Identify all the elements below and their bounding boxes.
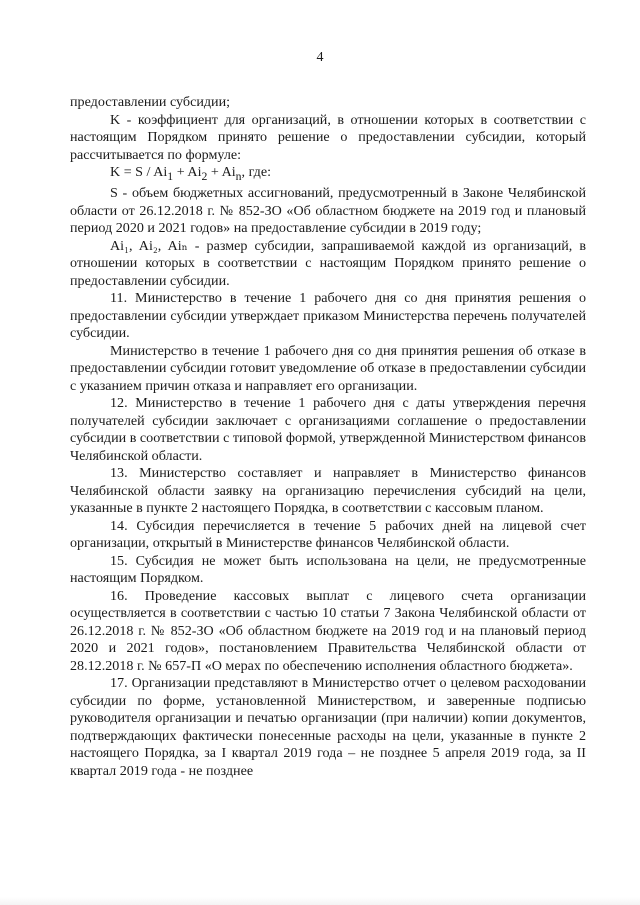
paragraph-k-coefficient: K - коэффициент для организаций, в отношении которых в соответствии с настоящим Порядком принято решение о предоставлении субсидии, который рассчитывается по формуле: (70, 111, 586, 163)
formula (70, 164, 586, 185)
page-bottom-edge (0, 897, 640, 905)
paragraph-clause-15: 15. Субсидия не может быть использована на цели, не предусмотренные настоящим Порядком. (70, 552, 586, 587)
paragraph-clause-16: 16. Проведение кассовых выплат с лицевого счета организации осуществляется в соответствии с частью 10 статьи 7 Закона Челябинской области от 26.12.2018 г. № 852-ЗО «Об областном бюджете на 2019 год и на плановый период 2020 и 2021 годов», постановлением Правительства Челябинской области от 28.12.2018 г. № 657-П «О мерах по обеспечению исполнения областного бюджета». (70, 587, 586, 674)
paragraph-clause-11: 11. Министерство в течение 1 рабочего дня со дня принятия решения о предоставлении субсидии утверждает приказом Министерства перечень получателей субсидии. (70, 290, 586, 342)
document-body (70, 94, 586, 780)
paragraph-clause-12: 12. Министерство в течение 1 рабочего дня с даты утверждения перечня получателей субсидии заключает с организациями соглашение о предоставлении субсидии в соответствии с типовой формой, утвержденной Министерством финансов Челябинской области. (70, 395, 586, 464)
formula-subscript: 1 (167, 169, 174, 183)
paragraph-s-definition: S - объем бюджетных ассигнований, предусмотренный в Законе Челябинской области от 26.12.2018 г. № 852-ЗО «Об областном бюджете на 2019 год и плановый период 2020 и 2021 годов» на предоставление субсидии в 2019 году; (70, 185, 586, 237)
formula-part: , где: (241, 164, 272, 180)
page-number: 4 (316, 50, 324, 65)
paragraph-clause-13: 13. Министерство составляет и направляет в Министерство финансов Челябинской области заявку на организацию перечисления субсидий на цели, указанные в пункте 2 настоящего Порядка, в соответствии с кассовым планом. (70, 465, 586, 517)
formula-part: K = S / Ai (110, 164, 168, 180)
paragraph-ai-definition: Ai₁, Ai₂, Aiₙ - размер субсидии, запрашиваемой каждой из организаций, в отношении которых в соответствии с настоящим Порядком принято решение о предоставлении субсидии. (70, 237, 586, 289)
paragraph-clause-17: 17. Организации представляют в Министерство отчет о целевом расходовании субсидии по форме, установленной Министерством, и заверенные подписью руководителя организации и печатью организации (при наличии) копии документов, подтверждающих фактически понесенные расходы на цели, указанные в пункте 2 настоящего Порядка, за I квартал 2019 года – не позднее 5 апреля 2019 года, за II квартал 2019 года - не позднее (70, 675, 586, 779)
formula-part: + Ai (207, 164, 236, 180)
formula-subscript: 2 (201, 169, 208, 183)
paragraph-clause-11-refusal: Министерство в течение 1 рабочего дня со дня принятия решения об отказе в предоставлении субсидии готовит уведомление об отказе в предоставлении субсидии с указанием причин отказа и направляет его организации. (70, 342, 586, 394)
paragraph-clause-14: 14. Субсидия перечисляется в течение 5 рабочих дней на лицевой счет организации, открытый в Министерстве финансов Челябинской области. (70, 517, 586, 552)
paragraph-continuation: предоставлении субсидии; (70, 94, 231, 110)
formula-part: + Ai (173, 164, 202, 180)
formula-subscript: n (235, 169, 242, 183)
